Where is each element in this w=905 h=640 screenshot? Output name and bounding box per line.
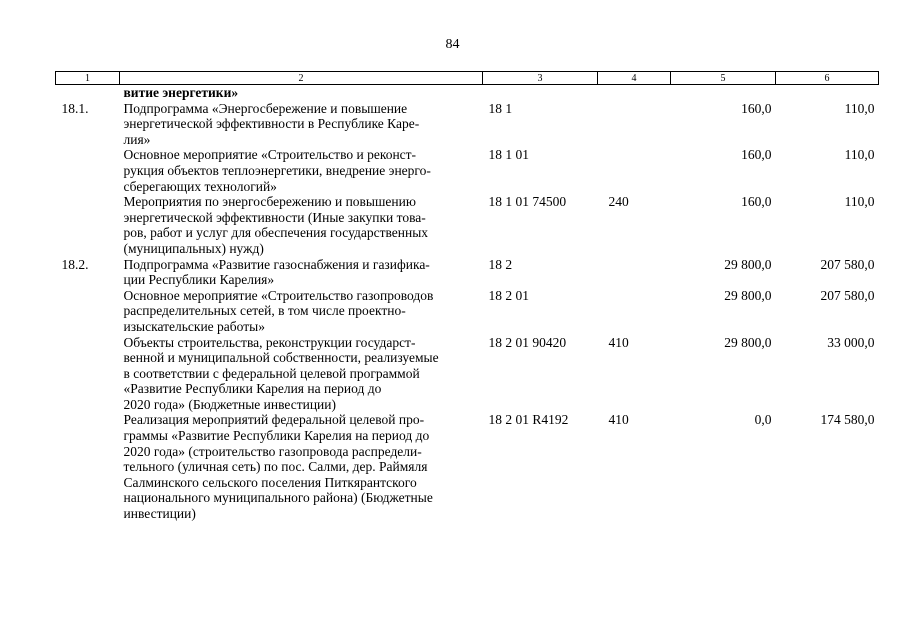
row-name: Мероприятия по энергосбережению и повышению энергетической эффективности (Иные закупки това- ров, работ и услуг для обеспечения государственных (муниципальных) нужд) <box>123 194 429 256</box>
table-row <box>56 412 879 521</box>
column-header-5: 5 <box>671 72 776 85</box>
table-row <box>56 194 879 256</box>
budget-table <box>55 71 879 522</box>
row-amount-col5: 160,0 <box>741 194 772 210</box>
column-header-4: 4 <box>598 72 671 85</box>
page-number: 84 <box>445 37 460 52</box>
column-header-6: 6 <box>776 72 879 85</box>
row-amount-col6: 174 580,0 <box>820 412 875 428</box>
row-amount-col5: 29 800,0 <box>724 256 772 272</box>
column-header-3: 3 <box>483 72 598 85</box>
row-number <box>56 335 120 413</box>
row-expense-type <box>598 147 671 194</box>
row-target-code: 18 2 <box>488 256 513 272</box>
column-header-2: 2 <box>120 72 483 85</box>
row-expense-type: 410 <box>608 334 629 350</box>
row-number <box>56 194 120 256</box>
continuation-row <box>56 85 879 101</box>
row-target-code: 18 2 01 <box>488 287 529 303</box>
row-amount-col6: 207 580,0 <box>820 256 875 272</box>
row-number <box>56 288 120 335</box>
row-expense-type: 240 <box>608 194 629 210</box>
row-number: 18.1. <box>61 100 89 116</box>
row-amount-col6: 110,0 <box>844 147 875 163</box>
row-amount-col6: 110,0 <box>844 100 875 116</box>
row-target-code: 18 2 01 90420 <box>488 334 567 350</box>
table-row <box>56 335 879 413</box>
row-amount-col5: 29 800,0 <box>724 334 772 350</box>
table-row <box>56 257 879 288</box>
row-target-code: 18 2 01 R4192 <box>488 412 569 428</box>
row-number <box>56 412 120 521</box>
row-target-code: 18 1 01 74500 <box>488 194 567 210</box>
continuation-text: витие энергетики» <box>123 85 239 100</box>
row-amount-col6: 207 580,0 <box>820 287 875 303</box>
row-amount-col5: 29 800,0 <box>724 287 772 303</box>
column-header-1: 1 <box>56 72 120 85</box>
table-row <box>56 147 879 194</box>
row-name: Основное мероприятие «Строительство газопроводов распределительных сетей, в том числе проектно- изыскательские работы» <box>123 287 434 334</box>
row-expense-type <box>598 257 671 288</box>
row-amount-col5: 0,0 <box>754 412 772 428</box>
table-row <box>56 101 879 148</box>
row-expense-type <box>598 101 671 148</box>
row-name: Реализация мероприятий федеральной целевой про- граммы «Развитие Республики Карелия на период до 2020 года» (строительство газопровода распредели- тельного (уличная сеть) по пос. Салми, дер. Раймяля Салминского сельского поселения Питкярантского национального муниципального района) (Бюджетные инвестиции) <box>123 412 433 522</box>
row-amount-col6: 110,0 <box>844 194 875 210</box>
row-amount-col6: 33 000,0 <box>827 334 875 350</box>
row-expense-type <box>598 288 671 335</box>
row-name: Подпрограмма «Развитие газоснабжения и газифика- ции Республики Карелия» <box>123 256 430 288</box>
row-expense-type: 410 <box>608 412 629 428</box>
row-name: Подпрограмма «Энергосбережение и повышение энергетической эффективности в Республике Каре- лия» <box>123 100 420 147</box>
row-amount-col5: 160,0 <box>741 100 772 116</box>
row-name: Объекты строительства, реконструкции государст- венной и муниципальной собственности, реализуемые в соответствии с федеральной целевой программой «Развитие Республики Карелия на период до 2020 года» (Бюджетные инвестиции) <box>123 334 439 412</box>
row-amount-col5: 160,0 <box>741 147 772 163</box>
column-number-header <box>56 72 879 85</box>
row-number <box>56 147 120 194</box>
row-target-code: 18 1 <box>488 100 513 116</box>
row-name: Основное мероприятие «Строительство и реконст- рукция объектов теплоэнергетики, внедрение энерго- сберегающих технологий» <box>123 147 431 194</box>
row-number: 18.2. <box>61 256 89 272</box>
row-target-code: 18 1 01 <box>488 147 529 163</box>
table-row <box>56 288 879 335</box>
